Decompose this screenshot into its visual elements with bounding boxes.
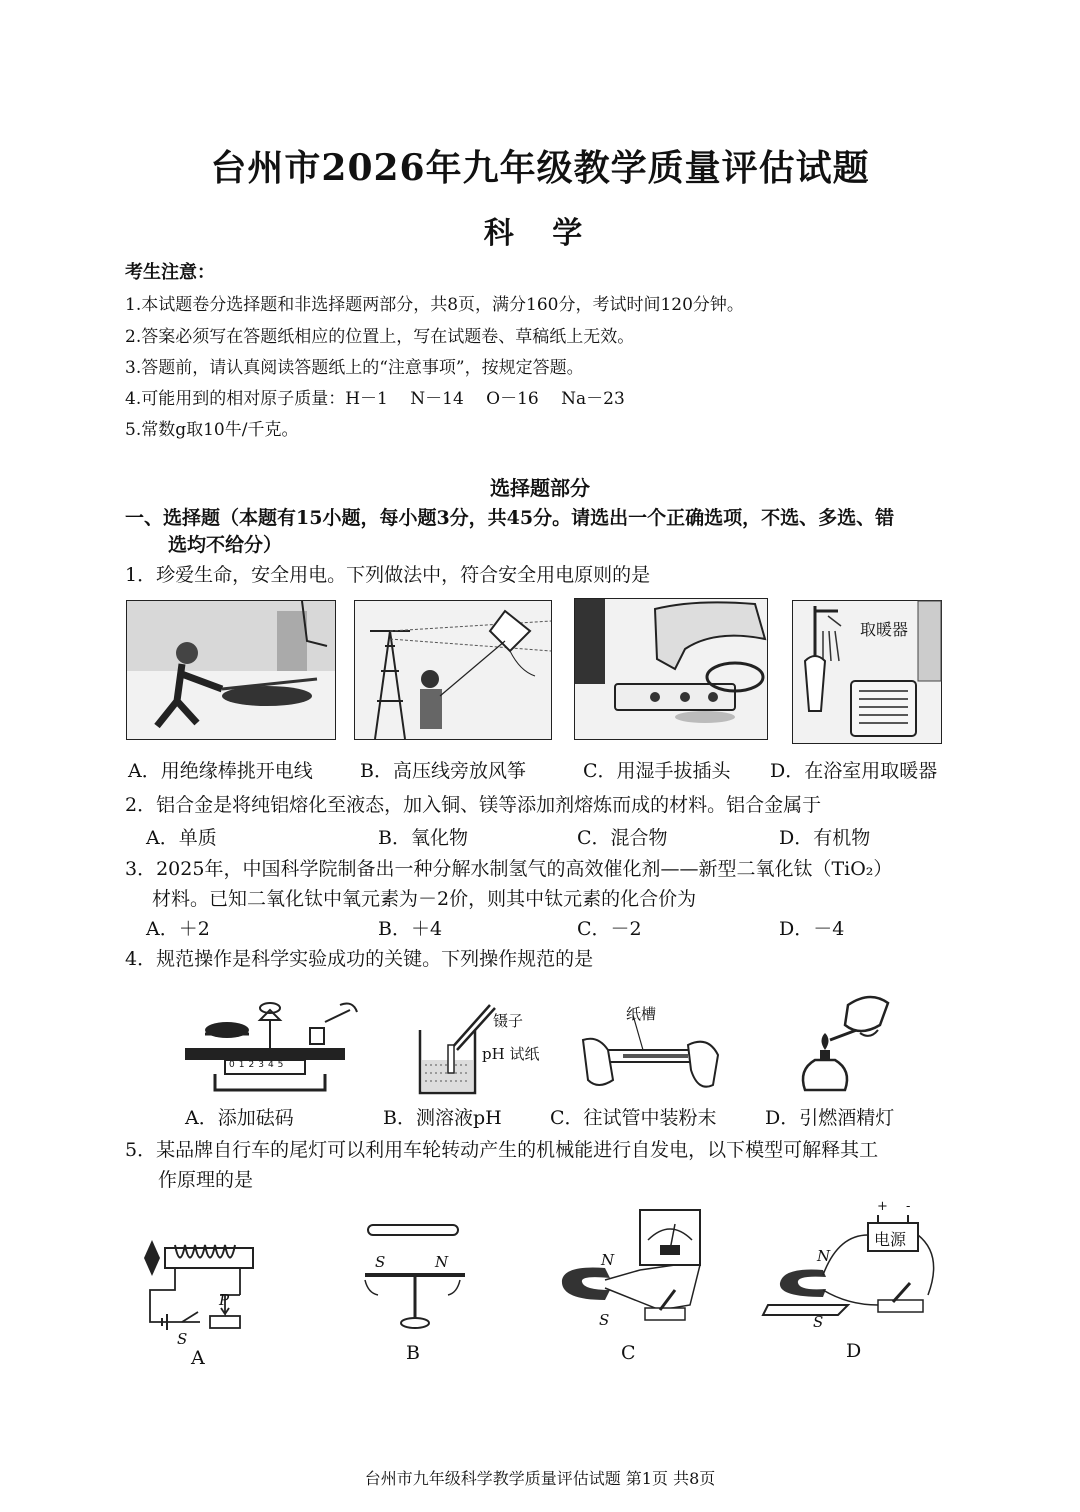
q2-option-d: D．有机物 [779, 827, 871, 849]
label-plus: + [877, 1199, 888, 1214]
figure-alcohol-lamp [790, 995, 900, 1095]
question-5-stem: 5．某品牌自行车的尾灯可以利用车轮转动产生的机械能进行自发电，以下模型可解释其工 [125, 1139, 879, 1161]
label-minus: - [906, 1199, 911, 1214]
label-ph-paper: pH 试纸 [482, 1045, 540, 1063]
label-s-needle: S [375, 1253, 386, 1271]
label-s-switch: S [177, 1330, 188, 1348]
question-3-stem-cont: 材料。已知二氧化钛中氧元素为－2价，则其中钛元素的化合价为 [152, 888, 697, 910]
exam-title: 台州市2026年九年级教学质量评估试题 [210, 147, 870, 189]
tick-label: 4 [267, 1060, 278, 1070]
q4-option-b: B．测溶液pH [383, 1107, 502, 1129]
figure-motor [768, 1205, 948, 1330]
notice-item: 3.答题前，请认真阅读答题纸上的“注意事项”，按规定答题。 [125, 358, 584, 378]
figure-compass-needle [360, 1225, 470, 1335]
q5-option-b: B [406, 1342, 420, 1364]
label-heater: 取暖器 [860, 620, 909, 639]
q3-option-b: B．＋4 [378, 918, 443, 940]
label-n-d: N [817, 1247, 831, 1265]
label-p: P [219, 1291, 230, 1309]
tick-label: 2 [248, 1060, 259, 1070]
q3-option-c: C．－2 [577, 918, 642, 940]
q1-option-b: B．高压线旁放风筝 [360, 760, 526, 782]
figure-kite [354, 600, 552, 740]
part-instruction: 一、选择题（本题有15小题，每小题3分，共45分。请选出一个正确选项，不选、多选、错 [125, 507, 895, 529]
figure-bathroom-heater [792, 600, 942, 744]
label-paper-trough: 纸槽 [626, 1005, 657, 1023]
q4-option-c: C．往试管中装粉末 [550, 1107, 717, 1129]
subject-title: 科 学 [483, 216, 597, 251]
label-n-c: N [601, 1251, 615, 1269]
question-5-stem-cont: 作原理的是 [158, 1169, 254, 1191]
label-tweezers: 镊子 [493, 1012, 524, 1030]
question-4-stem: 4．规范操作是科学实验成功的关键。下列操作规范的是 [125, 948, 594, 970]
question-2-stem: 2．铝合金是将纯铝熔化至液态，加入铜、镁等添加剂熔炼而成的材料。铝合金属于 [125, 794, 822, 816]
q1-option-d: D．在浴室用取暖器 [770, 760, 938, 782]
illustration-plug [575, 599, 767, 739]
part-instruction-cont: 选均不给分） [168, 534, 283, 556]
label-n-needle: N [435, 1253, 449, 1271]
label-s-d: S [813, 1313, 824, 1331]
notice-item: 5.常数g取10牛/千克。 [125, 420, 299, 440]
illustration-kite [355, 601, 551, 739]
q1-option-a: A．用绝缘棒挑开电线 [128, 760, 313, 782]
q4-option-d: D．引燃酒精灯 [765, 1107, 895, 1129]
tick-label: 1 [238, 1060, 249, 1070]
tick-label: 0 [229, 1060, 239, 1070]
section-title: 选择题部分 [490, 476, 590, 500]
tick-label: 3 [258, 1060, 268, 1070]
figure-electromagnet [140, 1240, 260, 1340]
q2-option-c: C．混合物 [577, 827, 668, 849]
question-3-stem: 3．2025年，中国科学院制备出一种分解水制氢气的高效催化剂——新型二氧化钛（TiO₂） [125, 858, 893, 880]
notice-item: 1.本试题卷分选择题和非选择题两部分，共8页，满分160分，考试时间120分钟。 [125, 295, 744, 315]
balance-ticks [229, 1060, 287, 1070]
notice-item: 4.可能用到的相对原子质量：H－1 N－14 O－16 Na－23 [125, 389, 625, 409]
figure-insulated-rod [126, 600, 336, 740]
q4-option-a: A．添加砝码 [185, 1107, 294, 1129]
question-1-stem: 1．珍爱生命，安全用电。下列做法中，符合安全用电原则的是 [125, 564, 651, 586]
q5-option-a: A [191, 1347, 205, 1369]
label-power: 电源 [874, 1230, 907, 1249]
notice-item: 2.答案必须写在答题纸相应的位置上，写在试题卷、草稿纸上无效。 [125, 327, 635, 347]
figure-wet-hand-plug [574, 598, 768, 740]
label-s-c: S [599, 1311, 610, 1329]
figure-generator [560, 1210, 710, 1340]
page-footer: 台州市九年级科学教学质量评估试题 第1页 共8页 [364, 1469, 716, 1488]
q5-option-c: C [621, 1342, 636, 1364]
q2-option-a: A．单质 [146, 827, 217, 849]
q3-option-a: A．＋2 [146, 918, 210, 940]
q1-option-c: C．用湿手拔插头 [583, 760, 731, 782]
illustration-rod [127, 601, 335, 739]
q3-option-d: D．－4 [779, 918, 845, 940]
q2-option-b: B．氧化物 [378, 827, 468, 849]
q5-option-d: D [846, 1340, 862, 1362]
tick-label: 5 [277, 1060, 288, 1070]
notice-heading: 考生注意： [125, 262, 215, 283]
figure-balance [185, 1000, 355, 1095]
